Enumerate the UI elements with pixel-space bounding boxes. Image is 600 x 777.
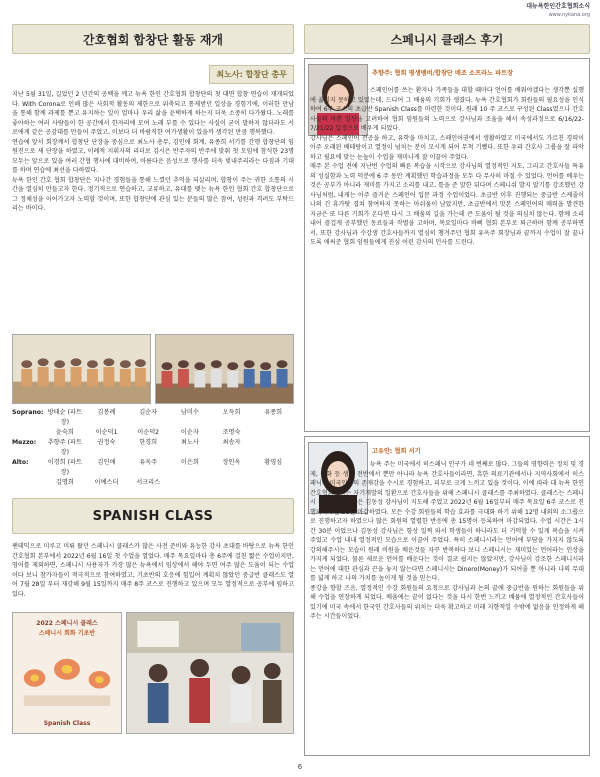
author1-name: 추향주: 협회 평생멤버/합창단 메조 소프라노 파트장 [372, 70, 514, 77]
choir-article: 지난 5월 31일, 길었던 2 년간의 공백을 깨고 뉴욕 한인 간호협회 합창단의 첫 대면 합창 연습이 재개되었다. With Corona로 인해 많은 사회적 활동의 제한으로 위축되고 통제받던 일상을 경험기에, 이러한 만남을 통해 함께 과제를 뿐고 유지하는 일이 얼마나 우리 삶을 윤택하게 하는지 더욱 소중히 다가왔다. 노래를 좋아하는 여러 사람들이 한 공간에서 한자리에 모여 노래 부를 수 있다는 사실이 굳이 말하지 않더라도 서로에게 같은 공감대를 만들어 주었고, 이보다 더 바람직한 여가생활이 있을까 생각된 만큼 행복했다. 연습에 앞서 회장께서 합창단 단장을 중심으로 최노사 총무, 김인애 회계, 유종희 서기를 간행 합창단의 임원진으로 새 단장을 하였고, 이례적 지휘자의 리더로 김시은 반주자의 반주에 맞춰 첫 모임에 참석한 23명 모두는 앞으로 있을 여러 간협 행사에 대비하여, 아름다운 음성으로 행사를 더욱 빛내주리라는 다짐과 기대를 하며 연습에 최선을 다하였다. 뉴욕 한인 간호 협회 합창단은 지나간 경험들을 통해 느꼈던 추억을 되살리며, 합창이 주는 귀한 소통의 시간을 열심히 만들고자 한다. 정기적으로 연습하고, 교류하고, 유대를 맺는 뉴욕 한인 협회 간호 합창단으로 그 정체성을 이어가고자 노력할 것이며, 또한 합창단에 관심 있는 분들의 많은 참여, 성원과 격려도 부탁드리는 바이다. [12, 91, 294, 212]
choir-author-tag: 최노사: 합창단 총무 [209, 65, 294, 84]
classroom-photo-icon [127, 613, 293, 733]
poster-flower-icon [13, 643, 121, 713]
choir-member-list [12, 408, 294, 488]
review-essay-1: 스페인어를 쓰는 환자나 가족들을 대할 때마다 언어를 배워야겠다는 생각뿐 실행에 옮기지 못하고 있었는데, 드디어 그 배움의 기회가 생겼다. 뉴욕 간호협회가 회원들의 필요성을 인식하여 6주 코스의 초급반 Spanish Class를 마련한 것이다. 원래 10 주 코스로 구성된 Class였으나 간호사들의 바쁜 일상을 고려하여 협회 임원들의 노력으로 강사님과 조율을 해서 속성과정으로 6/16/22-7/21/22 일정으로 배우게 되었다. 강사님은 스페인어 전공을 하고, 유학을 마치고, 스페인어권에서 생활하였고 미국에서도 가르친 경력이 아주 오래된 베테랑이고 열정이 넘치는 분이 모시게 되어 무척 기뻤다. 또한 우리 간호사 그룹을 잘 파악하고 필요에 맞는 눈높이 수업을 재미나게 잘 이끌어 주었다. 매주 본 수업 전에 지난번 수업의 빠른 복습을 시작으로 강사님의 열정적인 지도, 그리고 간호사들 특유의 성실함과 노력 덕분에 6 주 동안 계획했던 학습과정을 모두 다 무사히 마칠 수 있었다. 언어를 배우는 것은 공부가 아니라 재미를 가지고 소리를 내고, 틀을 준 말한 뒤다며 스페니쉬 발지 말기를 강조했던 강사님처럼, 내게는 아주 즐거운 스페인어 입문 과정 수업이었다. 초급반 이후 진행되는 중급반 스케줄이 나의 긴 휴가탓 겹쳐 참여하지 못하는 아쉬움이 남았지만, 초급반에서 맛본 스페인어의 매력을 발견한 지금은 또 다른 기회가 온다면 다시 그 배움의 길을 가는데 큰 도움이 될 것을 의심치 않는다. 함께 소리 내어 즐겁게 공부했던 동료들과 작별을 고하며, 목요일마다 바삐 협회 본부로 퇴근하며 함께 공부하면서, 또한 강사님과 수강생 간호사들까지 열심히 챙겨주던 협회 유옥주 회장님과 끝까지 수업이 잘 끝나도록 애써준 협회 임원들에게 진심 어린 감사의 인사를 드린다. [310, 87, 584, 246]
cast-row: Soprano: 방태순 (파트장) 김봉례 김순자 남미수 오득희 유종희 [12, 409, 283, 426]
choir-group-photo-icon [13, 335, 150, 403]
choir-photo-1 [12, 334, 151, 404]
right-column [304, 24, 590, 755]
review-essay-2: 뉴욕 주는 미국에서 히스패닉 인구가 네 번째로 많다. 그들의 영향력은 정치 및 경제, 문화 등 생활 전반에서 뿐만 아니라 뉴욕 간호사들이라면, 흑한 의료기관에서나 지역사회에서 히스패닉계 미국인들의 존재감을 수시로 경험하고, 피부로 크게 느끼고 있을 것이다. 이에 따라 대 뉴욕 한인 간호협회에서는 자기개발의 일환으로 간호사들을 위해 스페니시 클래스를 주최하였다. 클래스는 스페니시 강의 경험이 많은 김동성 강사님이 지도해 주었고 2022년 6월 16일부터 매주 목요일 6주 코스로 진행되어 7월 21일 마감하였다. 모든 수강 회원들의 학습 효과를 극대화 하기 위해 12명 내외의 소그룹으로 진행하고자 하였으나 많은 회원의 열렬한 반응에 총 15명이 등록하여 마감되었다. 수업 시간은 1시간 30분 이었으나 김동성 강사님은 항상 일찍 와서 학생들이 하나라도 더 기억할 수 있게 복습을 시켜 주었고 수업 내내 열정적인 모습으로 이끌어 주었다. 특히 스페니시라는 언어에 부담을 가지지 않도록 강의해주시는 모습이 원래 비원을 배운것들 자꾸 반복하다 보니 스페니시는 재미있는 언어라는 인상을 가지게 되었다. 물론 새로운 언어를 배운다는 것이 결코 쉽지는 않았지만, 강사님이 강조한 스페니시라는 언어에 대한 관심과 끈을 놓지 않는다면 스페니시는 Dinero(Money)가 되어줄 뿐 아니라 나의 무대를 넓게 하고 나의 가치를 높이게 될 것을 믿는다. 종강을 향할 즈음, 열정적인 수강 회원들의 요청으로 강사님과 논의 끝에 중급반을 원하는 회원들을 위해 수업을 연장하게 되었다. 배움에는 끝이 없다는 것을 다시 한번 느끼고 배움에 열정적인 간호사들이 있기에 미국 속에서 한국인 간호사들의 위치는 더욱 확고하고 미래 지향적일 수밖에 없음을 인정하게 해 주는 시간들이었다. [310, 461, 584, 620]
cast-row: Alto: 이경희 (파트장) 김인애 유옥주 이은희 장인옥 황영심 [12, 459, 283, 476]
org-site: www.nykana.org [548, 12, 590, 18]
choir-section-banner: 간호협회 합창단 활동 재개 [12, 24, 294, 54]
author2-name: 고유안: 협회 서기 [372, 448, 421, 455]
publication-header [526, 3, 590, 19]
spanish-class-poster: 2022 스페니시 클래스 스페니시 회화 기초반 Spanish Class [12, 612, 122, 734]
choir-photos [12, 334, 294, 404]
review-section-banner: 스페니시 클래스 후기 [304, 24, 590, 54]
choir-practice-photo-icon [156, 335, 293, 403]
left-column [12, 24, 294, 755]
cast-row: 김명희 이예스더 서크리스 [55, 479, 161, 486]
cast-row: Mezzo: 추향주 (파트장) 권정숙 한경희 최노사 최송자 [12, 439, 241, 456]
org-name: 대뉴욕한인간호협회소식 [526, 3, 590, 10]
spanish-class-room-photo [126, 612, 294, 734]
spanish-class-banner: SPANISH CLASS [12, 498, 294, 534]
choir-photo-2 [155, 334, 294, 404]
choir-author-row [12, 62, 294, 84]
spanish-class-article: 팬데믹으로 미루고 미뤄 왔던 스페니시 클래스가 많은 사전 준비와 유능한 강사 초대를 바탕으로 뉴욕 한인 간호협회 본부에서 2022년 6월 16일 첫 수업을 열었다. 매주 목요일마다 총 6주에 걸친 짧은 수업이지만, 영어를 제외하면, 스페니시 사용자가 가장 많은 뉴욕에서 임상에서 해야 두면 여주 많은 도움이 되는 수업이다 보니 참가자들이 적극적으로 참여하였고, 기초반의 호응에 힘입어 계획치 않았던 중급반 클래스도 열어 7월 28일 부터 재강해 9월 15일까지 매주 8주 코스로 진행하고 있으며 모두 열정적으로 공부에 임하고 있다. [12, 543, 294, 598]
page-number: 6 [297, 763, 303, 771]
spanish-class-photos [12, 612, 294, 734]
cast-row: 윤숙희 이순덕1 이순덕2 이순자 조명숙 [55, 429, 241, 436]
